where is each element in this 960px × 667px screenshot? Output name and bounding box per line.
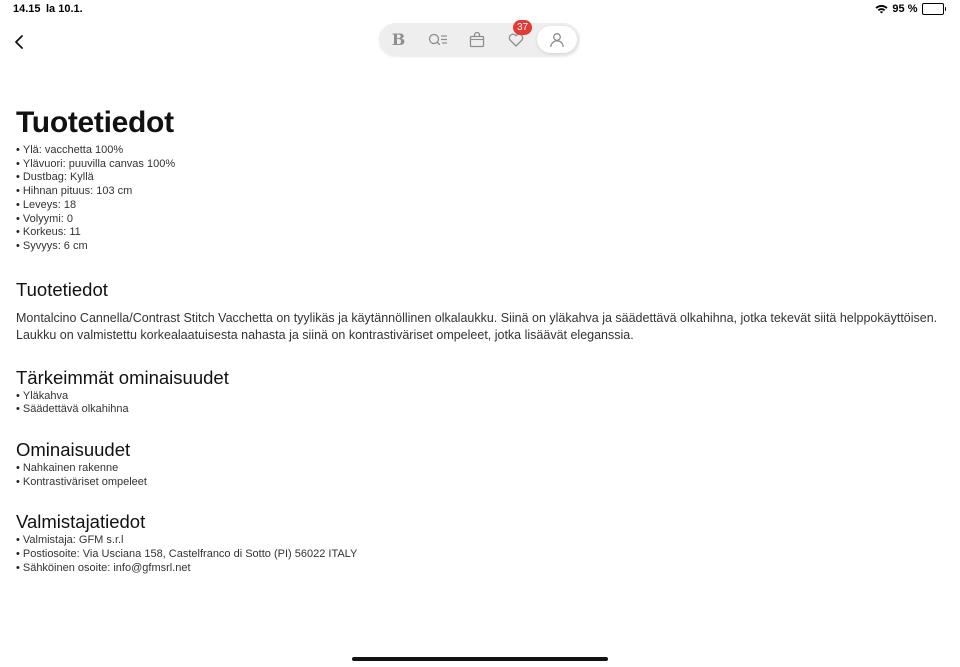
tab-profile[interactable] bbox=[537, 26, 577, 53]
key-feature-item: • Säädettävä olkahihna bbox=[16, 403, 946, 417]
description-heading: Tuotetiedot bbox=[16, 278, 108, 300]
status-bar bbox=[0, 0, 960, 20]
wifi-icon bbox=[875, 4, 888, 14]
spec-item: • Volyymi: 0 bbox=[16, 213, 946, 227]
product-details bbox=[16, 102, 946, 576]
status-indicators bbox=[875, 3, 946, 15]
spec-item: • Hihnan pituus: 103 cm bbox=[16, 185, 946, 199]
tab-bar bbox=[379, 23, 580, 56]
back-button[interactable] bbox=[10, 32, 30, 52]
key-features-list bbox=[16, 390, 946, 417]
feature-item: • Nahkainen rakenne bbox=[16, 462, 946, 476]
tab-favorites[interactable] bbox=[496, 22, 535, 54]
battery-percent: 95 % bbox=[892, 3, 918, 15]
spec-list bbox=[16, 144, 946, 254]
spec-item: • Dustbag: Kyllä bbox=[16, 171, 946, 185]
key-features-heading: Tärkeimmät ominaisuudet bbox=[16, 366, 229, 388]
status-time: 14.15 bbox=[13, 3, 41, 15]
home-indicator[interactable] bbox=[352, 657, 608, 661]
manufacturer-item: • Valmistaja: GFM s.r.l bbox=[16, 534, 946, 548]
favorites-badge: 37 bbox=[513, 20, 532, 35]
spec-item: • Ylävuori: puuvilla canvas 100% bbox=[16, 158, 946, 172]
chevron-left-icon bbox=[10, 32, 30, 52]
manufacturer-heading: Valmistajatiedot bbox=[16, 511, 146, 533]
search-list-icon bbox=[428, 33, 448, 47]
tab-home[interactable] bbox=[379, 25, 418, 54]
features-list bbox=[16, 462, 946, 489]
shopping-bag-icon bbox=[469, 32, 485, 48]
description-line: Montalcino Cannella/Contrast Stitch Vacchetta on tyylikäs ja käytännöllinen olkalaukku. Siinä on yläkahva ja säädettävä olkahihna, jotka tekevät siitä helppokäyttöisen. bbox=[16, 310, 938, 325]
user-icon bbox=[549, 32, 565, 48]
manufacturer-list bbox=[16, 534, 946, 575]
description-line: Laukku on valmistettu korkealaatuisesta nahasta ja siinä on kontrastiväriset ompeleet, jotka lisäävät eleganssia. bbox=[16, 327, 634, 342]
status-date: la 10.1. bbox=[46, 3, 83, 15]
feature-item: • Kontrastiväriset ompeleet bbox=[16, 476, 946, 490]
tab-search[interactable] bbox=[418, 25, 457, 54]
description-text bbox=[16, 310, 946, 344]
battery-icon bbox=[922, 3, 947, 15]
brand-b-icon: B bbox=[391, 30, 406, 49]
key-feature-item: • Yläkahva bbox=[16, 390, 946, 404]
spec-item: • Ylä: vacchetta 100% bbox=[16, 144, 946, 158]
tab-bag[interactable] bbox=[457, 25, 496, 54]
manufacturer-item: • Postiosoite: Via Usciana 158, Castelfranco di Sotto (PI) 56022 ITALY bbox=[16, 548, 946, 562]
page-title: Tuotetiedot bbox=[16, 106, 174, 139]
spec-item: • Korkeus: 11 bbox=[16, 226, 946, 240]
features-heading: Ominaisuudet bbox=[16, 439, 131, 461]
spec-item: • Syvyys: 6 cm bbox=[16, 240, 946, 254]
manufacturer-item: • Sähköinen osoite: info@gfmsrl.net bbox=[16, 562, 946, 576]
spec-item: • Leveys: 18 bbox=[16, 199, 946, 213]
